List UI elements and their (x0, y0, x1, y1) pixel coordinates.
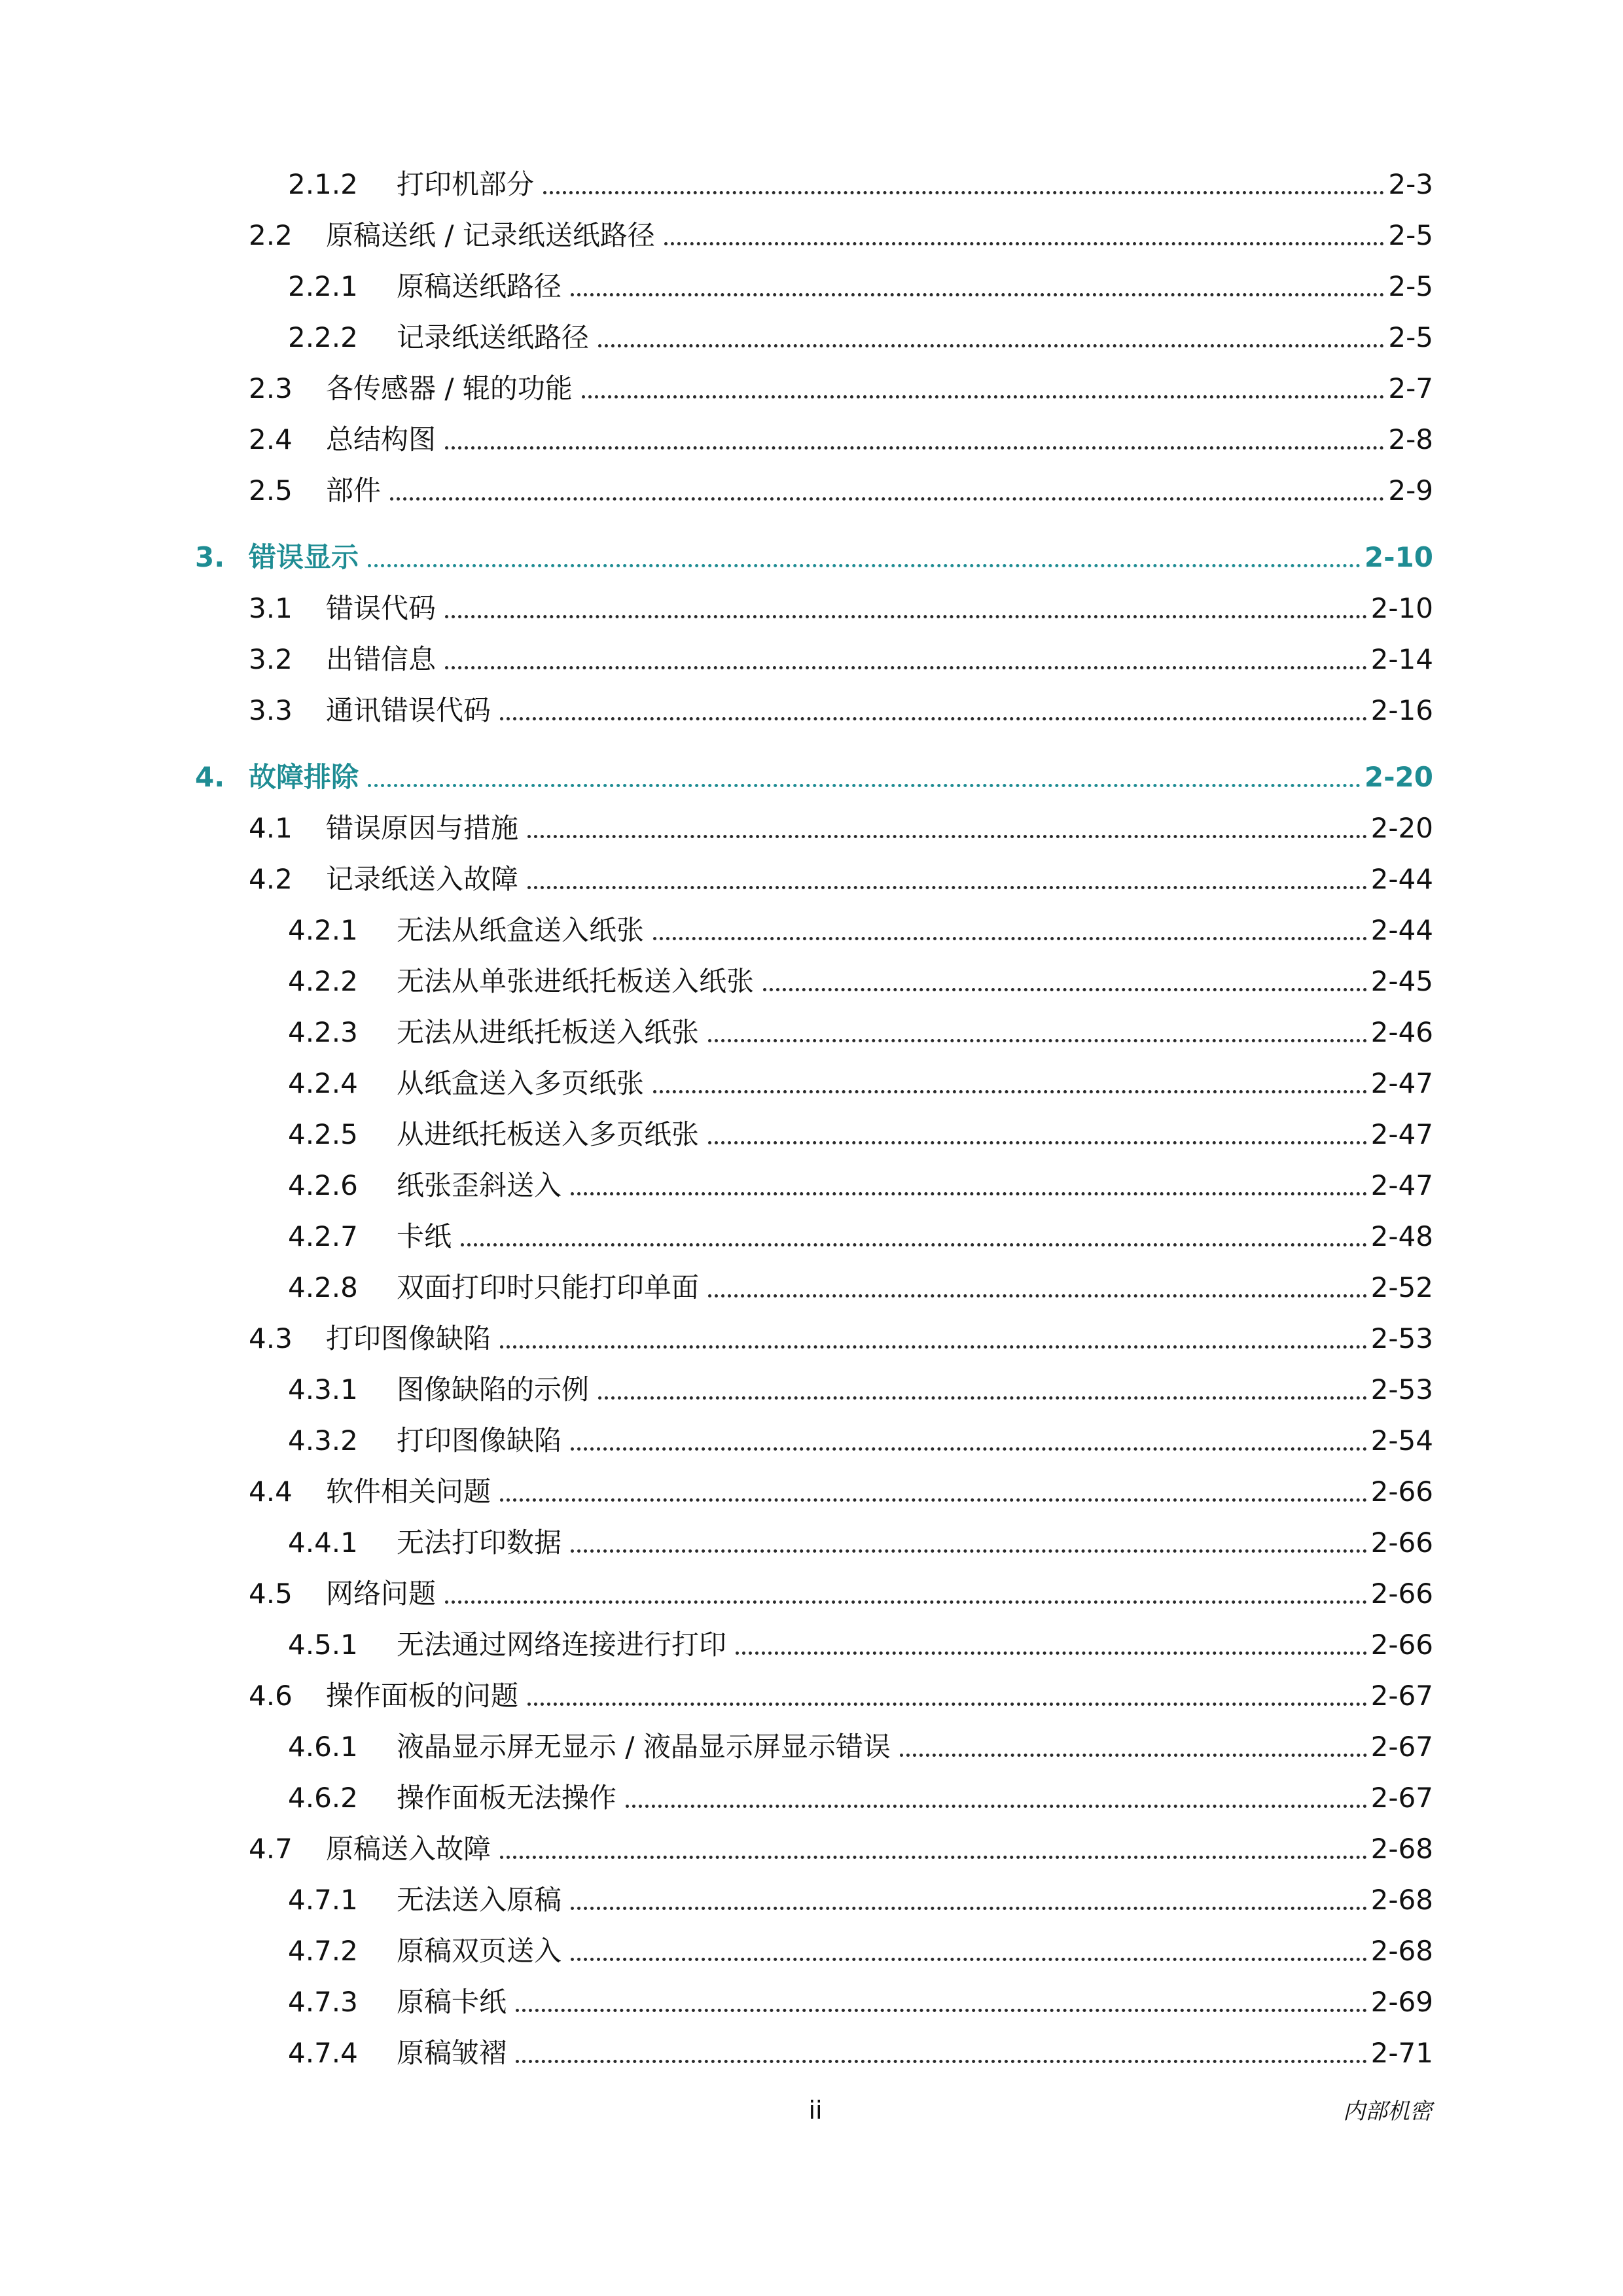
toc-entry-page: 2-47 (1370, 1169, 1433, 1201)
dot-leader (571, 1447, 1367, 1451)
toc-entry[interactable] (249, 470, 1433, 512)
toc-entry-number: 4.2.4 (288, 1067, 358, 1099)
toc-entry-page: 2-54 (1370, 1424, 1433, 1457)
toc-entry-title: 打印图像缺陷 (326, 1322, 491, 1354)
toc-entry-page: 2-47 (1370, 1067, 1433, 1099)
toc-entry[interactable] (288, 1930, 1433, 1972)
toc-entry-number: 2.1.2 (288, 168, 358, 200)
toc-entry-page: 2-68 (1370, 1884, 1433, 1916)
dot-leader (708, 1294, 1367, 1298)
toc-entry-title: 无法通过网络连接进行打印 (397, 1629, 727, 1661)
dot-leader (445, 615, 1367, 618)
toc-entry[interactable] (288, 1114, 1433, 1156)
dot-leader (571, 1549, 1367, 1553)
toc-entry-page: 2-52 (1370, 1271, 1433, 1303)
dot-leader (527, 835, 1367, 838)
toc-entry-title: 操作面板的问题 (326, 1680, 519, 1712)
toc-entry-number: 4.3.2 (288, 1424, 358, 1457)
dot-leader (708, 1039, 1367, 1042)
toc-entry-number: 2.2.2 (288, 321, 358, 353)
toc-entry-title: 纸张歪斜送入 (397, 1169, 562, 1201)
toc-entry-number: 2.2.1 (288, 270, 358, 302)
dot-leader (571, 1958, 1367, 1961)
toc-entry-page: 2-68 (1370, 1833, 1433, 1865)
dot-leader (500, 717, 1367, 720)
toc-entry[interactable] (288, 1420, 1433, 1462)
toc-entry-title: 操作面板无法操作 (397, 1782, 617, 1814)
toc-entry-number: 4.2.2 (288, 965, 358, 997)
dot-leader (445, 446, 1384, 450)
toc-entry-title: 从纸盒送入多页纸张 (397, 1067, 645, 1099)
toc-entry-number: 4. (195, 761, 225, 793)
toc-entry-number: 4.6.2 (288, 1782, 358, 1814)
dot-leader (527, 1703, 1367, 1706)
dot-leader (598, 1396, 1367, 1400)
toc-entry-title: 原稿送纸路径 (397, 270, 562, 302)
dot-leader (736, 1651, 1367, 1655)
toc-entry-number: 4.7.1 (288, 1884, 358, 1916)
toc-entry[interactable] (288, 1216, 1433, 1258)
toc-entry-page: 2-9 (1388, 474, 1433, 506)
toc-entry-title: 软件相关问题 (326, 1475, 491, 1508)
toc-entry-title: 记录纸送纸路径 (397, 321, 590, 353)
toc-entry-page: 2-71 (1370, 2037, 1433, 2069)
toc-entry-number: 2.4 (249, 423, 293, 455)
toc-entry-number: 4.6.1 (288, 1731, 358, 1763)
toc-entry-page: 2-47 (1370, 1118, 1433, 1150)
dot-leader (500, 1345, 1367, 1349)
toc-entry-number: 4.3 (249, 1322, 293, 1354)
toc-entry-title: 无法从单张进纸托板送入纸张 (397, 965, 755, 997)
toc-entry-title: 原稿卡纸 (397, 1986, 507, 2018)
dot-leader (390, 497, 1384, 501)
toc-entry-number: 4.2 (249, 863, 293, 895)
toc-entry[interactable] (288, 1063, 1433, 1104)
toc-entry-number: 4.5 (249, 1578, 293, 1610)
toc-entry-number: 4.4 (249, 1475, 293, 1508)
dot-leader (571, 293, 1384, 296)
toc-entry[interactable] (249, 368, 1433, 410)
toc-entry-title: 各传感器 / 辊的功能 (326, 372, 573, 404)
toc-entry-title: 总结构图 (326, 423, 437, 455)
toc-entry-page: 2-66 (1370, 1527, 1433, 1559)
dot-leader (516, 2060, 1367, 2063)
dot-leader (516, 2009, 1367, 2012)
toc-entry-page: 2-16 (1370, 694, 1433, 726)
toc-entry-page: 2-45 (1370, 965, 1433, 997)
toc-entry[interactable] (288, 1726, 1433, 1768)
toc-entry-page: 2-66 (1370, 1578, 1433, 1610)
toc-entry[interactable] (249, 1573, 1433, 1615)
toc-entry-number: 4.4.1 (288, 1527, 358, 1559)
toc-entry[interactable] (249, 639, 1433, 680)
toc-entry[interactable] (288, 1624, 1433, 1666)
toc-entry-title: 打印机部分 (397, 168, 535, 200)
toc-entry[interactable] (288, 1267, 1433, 1309)
toc-entry[interactable] (249, 588, 1433, 629)
toc-entry-number: 4.7.2 (288, 1935, 358, 1967)
toc-entry-page: 2-8 (1388, 423, 1433, 455)
toc-entry-page: 2-10 (1364, 541, 1433, 573)
toc-entry-number: 4.2.5 (288, 1118, 358, 1150)
toc-entry-page: 2-5 (1388, 219, 1433, 251)
toc-entry[interactable] (288, 2032, 1433, 2074)
toc-entry-title: 原稿送纸 / 记录纸送纸路径 (326, 219, 655, 251)
toc-entry-number: 4.2.6 (288, 1169, 358, 1201)
dot-leader (445, 1600, 1367, 1604)
toc-entry-title: 原稿皱褶 (397, 2037, 507, 2069)
toc-entry[interactable] (288, 266, 1433, 308)
toc-entry-page: 2-44 (1370, 863, 1433, 895)
toc-entry[interactable] (288, 1879, 1433, 1921)
toc-entry-page: 2-46 (1370, 1016, 1433, 1048)
toc-entry-page: 2-7 (1388, 372, 1433, 404)
dot-leader (368, 564, 1361, 567)
dot-leader (582, 395, 1385, 398)
toc-entry[interactable] (288, 1777, 1433, 1819)
toc-entry-number: 3. (195, 541, 225, 573)
toc-entry[interactable] (249, 807, 1433, 849)
dot-leader (527, 886, 1367, 889)
toc-entry[interactable] (249, 858, 1433, 900)
toc-entry-title: 液晶显示屏无显示 / 液晶显示屏显示错误 (397, 1731, 891, 1763)
dot-leader (653, 1090, 1367, 1093)
toc-entry-number: 4.3.1 (288, 1373, 358, 1405)
toc-entry-title: 双面打印时只能打印单面 (397, 1271, 700, 1303)
toc-entry[interactable] (288, 1165, 1433, 1207)
toc-entry-title: 部件 (326, 474, 382, 506)
dot-leader (653, 937, 1367, 940)
dot-leader (461, 1243, 1367, 1246)
toc-entry-number: 2.3 (249, 372, 293, 404)
dot-leader (571, 1192, 1367, 1195)
toc-entry-page: 2-53 (1370, 1373, 1433, 1405)
toc-entry-page: 2-10 (1370, 592, 1433, 624)
toc-entry-page: 2-14 (1370, 643, 1433, 675)
dot-leader (445, 666, 1367, 669)
toc-entry-title: 故障排除 (249, 761, 359, 793)
toc-entry-title: 无法从纸盒送入纸张 (397, 914, 645, 946)
toc-entry-title: 原稿送入故障 (326, 1833, 491, 1865)
toc-entry[interactable] (249, 419, 1433, 461)
dot-leader (543, 191, 1384, 194)
toc-entry-title: 从进纸托板送入多页纸张 (397, 1118, 700, 1150)
dot-leader (664, 242, 1385, 245)
toc-chapter-entry[interactable] (195, 537, 1433, 578)
toc-entry-page: 2-3 (1388, 168, 1433, 200)
toc-entry-title: 无法送入原稿 (397, 1884, 562, 1916)
toc-entry-page: 2-44 (1370, 914, 1433, 946)
toc-entry-page: 2-20 (1364, 761, 1433, 793)
toc-entry[interactable] (288, 1522, 1433, 1564)
toc-entry-number: 4.7 (249, 1833, 293, 1865)
toc-entry-number: 4.7.3 (288, 1986, 358, 2018)
dot-leader (763, 988, 1367, 991)
dot-leader (626, 1805, 1367, 1808)
toc-entry-number: 4.2.8 (288, 1271, 358, 1303)
toc-entry-page: 2-5 (1388, 270, 1433, 302)
toc-entry-number: 4.2.3 (288, 1016, 358, 1048)
toc-entry-page: 2-66 (1370, 1475, 1433, 1508)
toc-entry[interactable] (249, 1828, 1433, 1870)
dot-leader (500, 1498, 1367, 1502)
toc-entry-number: 4.2.7 (288, 1220, 358, 1252)
toc-entry[interactable] (288, 164, 1433, 205)
toc-entry[interactable] (249, 1318, 1433, 1360)
toc-entry-title: 原稿双页送入 (397, 1935, 562, 1967)
toc-entry-number: 2.5 (249, 474, 293, 506)
dot-leader (571, 1907, 1367, 1910)
toc-entry-page: 2-68 (1370, 1935, 1433, 1967)
toc-entry-title: 无法从进纸托板送入纸张 (397, 1016, 700, 1048)
toc-entry-title: 无法打印数据 (397, 1527, 562, 1559)
dot-leader (708, 1141, 1367, 1144)
toc-entry-number: 4.5.1 (288, 1629, 358, 1661)
toc-entry-title: 错误原因与措施 (326, 812, 519, 844)
toc-entry-page: 2-5 (1388, 321, 1433, 353)
toc-entry[interactable] (249, 1675, 1433, 1717)
page-number: ii (808, 2096, 823, 2125)
toc-entry-page: 2-48 (1370, 1220, 1433, 1252)
toc-entry-number: 3.2 (249, 643, 293, 675)
dot-leader (598, 344, 1384, 347)
toc-entry-title: 打印图像缺陷 (397, 1424, 562, 1457)
toc-entry-page: 2-69 (1370, 1986, 1433, 2018)
confidential-label: 内部机密 (1343, 2098, 1432, 2125)
toc-entry[interactable] (288, 1981, 1433, 2023)
toc-entry[interactable] (288, 317, 1433, 359)
toc-entry-title: 图像缺陷的示例 (397, 1373, 590, 1405)
toc-entry-title: 卡纸 (397, 1220, 452, 1252)
toc-entry[interactable] (249, 1471, 1433, 1513)
toc-entry[interactable] (288, 961, 1433, 1002)
toc-entry[interactable] (249, 215, 1433, 256)
toc-entry[interactable] (288, 910, 1433, 951)
toc-entry-number: 4.6 (249, 1680, 293, 1712)
dot-leader (500, 1856, 1367, 1859)
toc-entry-title: 网络问题 (326, 1578, 437, 1610)
toc-chapter-entry[interactable] (195, 756, 1433, 798)
toc-entry-page: 2-67 (1370, 1731, 1433, 1763)
toc-entry-page: 2-67 (1370, 1680, 1433, 1712)
toc-entry-page: 2-20 (1370, 812, 1433, 844)
toc-entry-title: 出错信息 (326, 643, 437, 675)
dot-leader (368, 784, 1361, 787)
toc-entry-page: 2-67 (1370, 1782, 1433, 1814)
dot-leader (900, 1754, 1367, 1757)
toc-entry-page: 2-66 (1370, 1629, 1433, 1661)
toc-entry[interactable] (249, 690, 1433, 732)
toc-entry-title: 错误显示 (249, 541, 359, 573)
toc-entry-title: 记录纸送入故障 (326, 863, 519, 895)
toc-entry-number: 4.1 (249, 812, 293, 844)
toc-entry-number: 3.3 (249, 694, 293, 726)
toc-entry-page: 2-53 (1370, 1322, 1433, 1354)
toc-entry-title: 通讯错误代码 (326, 694, 491, 726)
toc-entry[interactable] (288, 1369, 1433, 1411)
toc-entry-number: 2.2 (249, 219, 293, 251)
toc-entry-number: 3.1 (249, 592, 293, 624)
toc-entry-number: 4.7.4 (288, 2037, 358, 2069)
toc-entry[interactable] (288, 1012, 1433, 1053)
toc-entry-number: 4.2.1 (288, 914, 358, 946)
toc-entry-title: 错误代码 (326, 592, 437, 624)
